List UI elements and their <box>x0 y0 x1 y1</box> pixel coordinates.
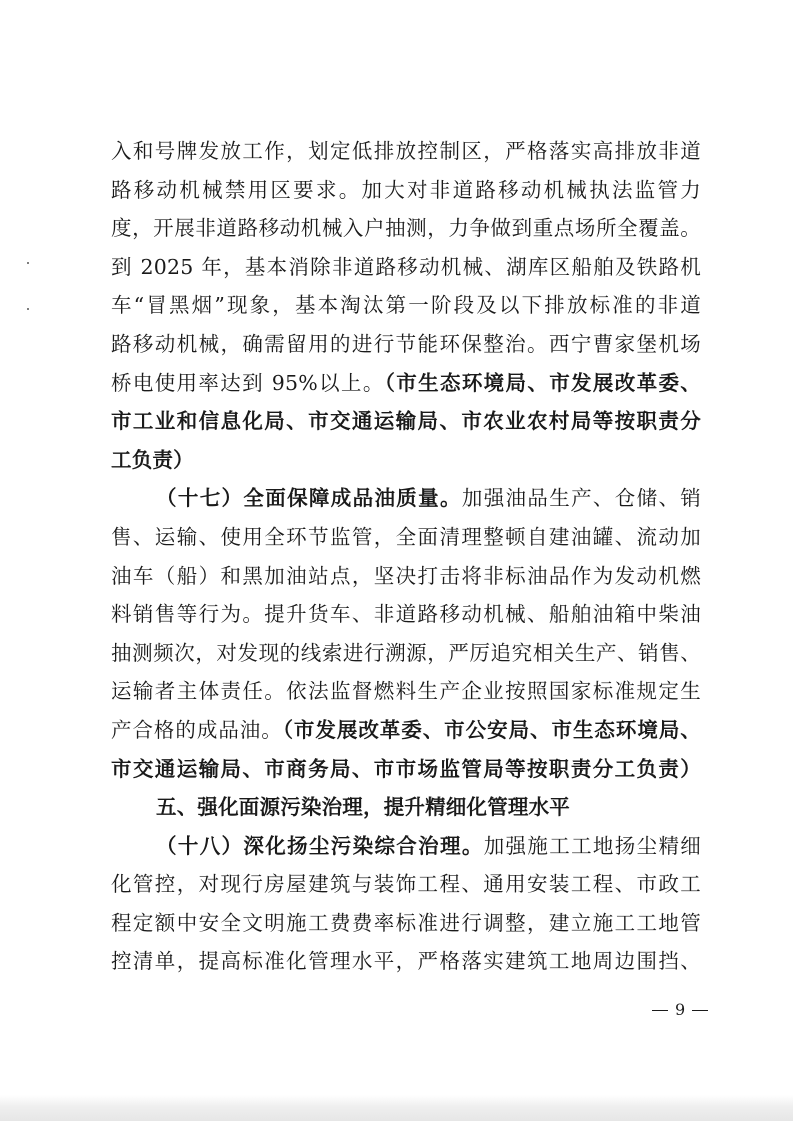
text-line <box>111 402 701 441</box>
text-segment: 度，开展非道路移动机械入户抽测，力争做到重点场所全覆盖。 <box>111 216 701 241</box>
text-line <box>111 248 701 287</box>
scan-speck <box>27 308 29 310</box>
text-segment: 运输者主体责任。依法监督燃料生产企业按照国家标准规定生 <box>111 679 701 704</box>
text-segment: 控清单，提高标准化管理水平，严格落实建筑工地周边围挡、 <box>111 949 701 974</box>
body-text <box>111 132 701 981</box>
page-number <box>652 1000 708 1019</box>
dash-right <box>692 1010 708 1011</box>
text-segment: 抽测频次，对发现的线索进行溯源，严厉追究相关生产、销售、 <box>111 640 701 665</box>
responsible-units: 工负责） <box>111 447 194 472</box>
text-segment: 产合格的成品油。 <box>111 717 283 742</box>
text-segment: 车“冒黑烟”现象，基本淘汰第一阶段及以下排放标准的非道 <box>111 293 701 318</box>
text-line <box>111 942 701 981</box>
text-segment: 油车（船）和黑加油站点，坚决打击将非标油品作为发动机燃 <box>111 563 701 588</box>
text-line <box>111 865 701 904</box>
dash-left <box>652 1010 668 1011</box>
text-segment: 路移动机械禁用区要求。加大对非道路移动机械执法监管力 <box>111 177 701 202</box>
scan-bottom-edge <box>0 1095 793 1121</box>
text-line <box>111 441 701 480</box>
text-line <box>111 518 701 557</box>
text-line <box>111 904 701 943</box>
text-segment: 入和号牌发放工作，划定低排放控制区，严格落实高排放非道 <box>111 139 701 163</box>
text-line <box>111 595 701 634</box>
text-line <box>111 325 701 364</box>
responsible-units: （市生态环境局、市发展改革委、 <box>384 370 701 395</box>
text-line <box>111 286 701 325</box>
chapter-heading <box>111 788 701 827</box>
text-line <box>111 634 701 673</box>
section-heading: （十八）深化扬尘污染综合治理。 <box>156 833 484 858</box>
page-number-value: 9 <box>675 1000 686 1019</box>
text-segment: 化管控，对现行房屋建筑与装饰工程、通用安装工程、市政工 <box>111 872 701 897</box>
scan-speck <box>27 262 29 264</box>
text-segment: 程定额中安全文明施工费费率标准进行调整，建立施工工地管 <box>111 910 701 935</box>
text-segment: 加强油品生产、仓储、销 <box>461 486 701 511</box>
text-segment: 售、运输、使用全环节监管，全面清理整顿自建油罐、流动加 <box>111 524 701 549</box>
text-line <box>111 171 701 210</box>
text-segment: 路移动机械，确需留用的进行节能环保整治。西宁曹家堡机场 <box>111 331 701 356</box>
responsible-units: 市交通运输局、市商务局、市市场监管局等按职责分工负责） <box>111 756 701 781</box>
text-segment: 桥电使用率达到 95%以上。 <box>111 370 385 395</box>
text-line <box>111 209 701 248</box>
text-line <box>111 132 701 171</box>
responsible-units: 市工业和信息化局、市交通运输局、市农业农村局等按职责分 <box>111 409 701 434</box>
text-line <box>111 827 701 866</box>
text-segment: 到 2025 年，基本消除非道路移动机械、湖库区船舶及铁路机 <box>111 254 701 279</box>
text-line <box>111 479 701 518</box>
text-segment: 料销售等行为。提升货车、非道路移动机械、船舶油箱中柴油 <box>111 602 701 627</box>
text-line <box>111 711 701 750</box>
text-line <box>111 364 701 403</box>
text-segment: 加强施工工地扬尘精细 <box>483 833 701 858</box>
chapter-heading-text: 五、强化面源污染治理，提升精细化管理水平 <box>156 795 570 820</box>
responsible-units: （市发展改革委、市公安局、市生态环境局、 <box>282 717 701 742</box>
text-line <box>111 557 701 596</box>
section-heading: （十七）全面保障成品油质量。 <box>156 486 462 511</box>
text-line <box>111 750 701 789</box>
text-line <box>111 672 701 711</box>
